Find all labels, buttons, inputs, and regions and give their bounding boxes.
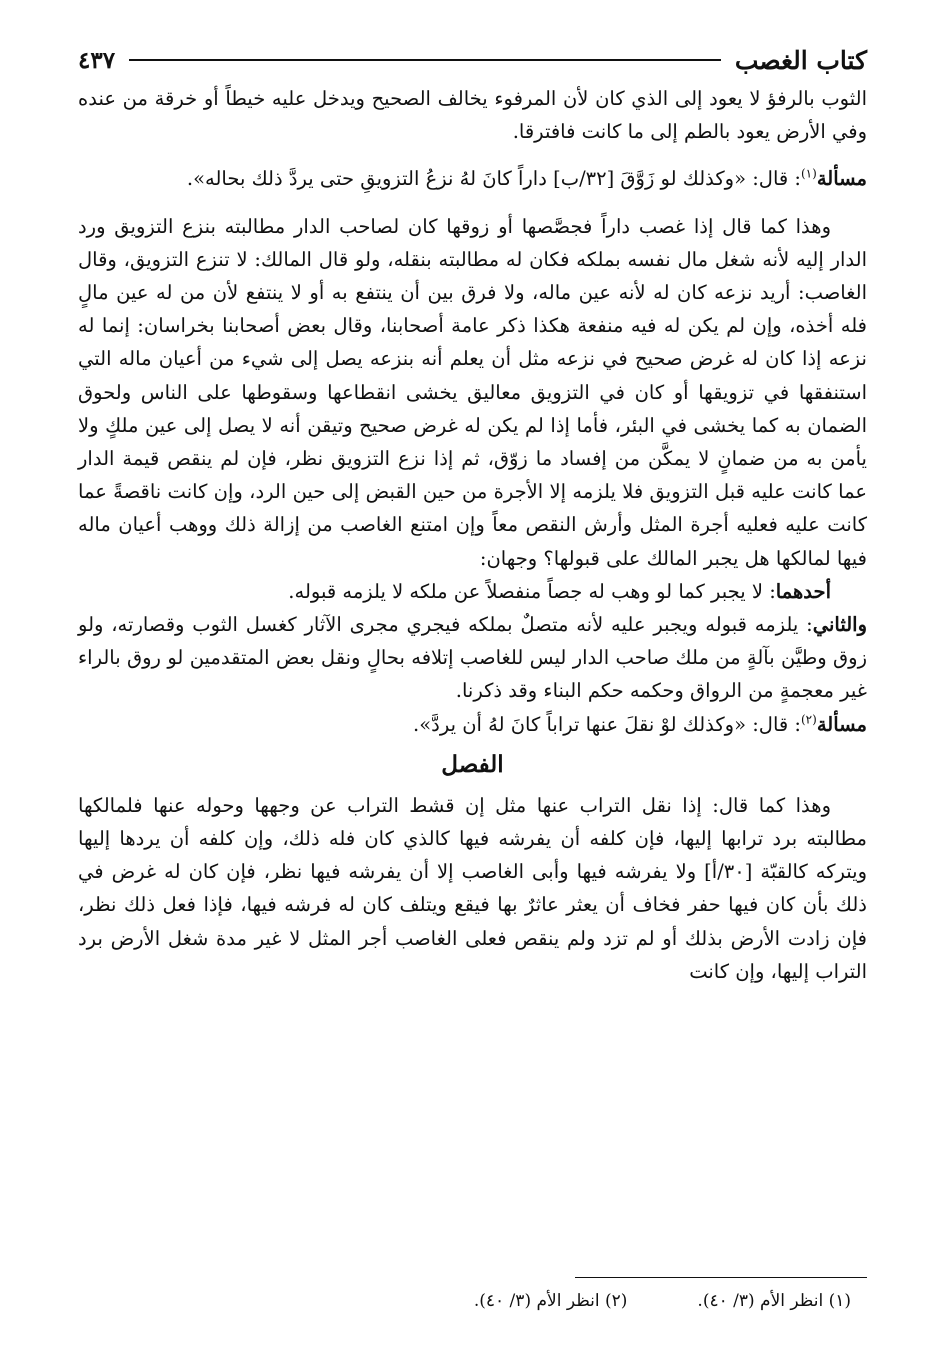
paragraph-1: الثوب بالرفؤ لا يعود إلى الذي كان لأن المرفوء يخالف الصحيح ويدخل عليه خيطاً أو خرقة من عنده وفي الأرض يعود بالطم إلى ما كانت فافترقا. — [78, 87, 867, 144]
masala-label: مسألة — [816, 712, 867, 736]
footnotes — [474, 1291, 851, 1311]
section-heading: الفصل — [441, 750, 504, 778]
paragraph-3: وهذا كما قال: إذا نقل التراب عنها مثل إن قشط التراب عن وجهها وحوله عنها فلمالكها مطالبته برد ترابها إليها، فإن كلفه أن يفرشه فيها كالذي كان فله ذلك، وإن كلفه أن يردها إليها ويتركه كالقبّة [٣٠/أ] ولا يفرشه فيها وأبى الغاصب إلا أن يفرشه فيها نظر، فإن كان له غرض في ذلك بأن كان فيها حفر فخاف أن يعثر عاثرٌ بها فيقع ويتلف كان له فرشه فيها، فإذا فعل ذلك نظر، فإن زادت الأرض بذلك أو لم تزد ولم ينقص فعلى الغاصب أجر المثل لا غير مدة شغل الأرض برد التراب إليها، وإن كانت — [78, 793, 867, 983]
wajh-2 — [78, 608, 867, 708]
masala-text: : قال: «وكذلك لو زَوَّقَ [٣٢/ب] داراً كانَ لهُ نزعُ التزويقِ حتى يردَّ ذلك بحاله». — [186, 167, 801, 191]
wajh-label: والثاني — [812, 613, 867, 637]
footnote-2: (٢) انظر الأم (٣/ ٤٠). — [473, 1291, 628, 1311]
footnote-1: (١) انظر الأم (٣/ ٤٠). — [697, 1291, 851, 1311]
wajh-label: أحدهما — [775, 579, 831, 603]
page-number: ٤٣٧ — [78, 46, 116, 74]
footnote-rule — [575, 1277, 867, 1278]
spacer — [78, 148, 867, 162]
masala-1 — [78, 162, 867, 195]
header-rule — [129, 59, 721, 61]
wajh-text: : لا يجبر كما لو وهب له جصاً منفصلاً عن ملكه لا يلزمه قبوله. — [288, 579, 776, 603]
paragraph-2: وهذا كما قال إذا غصب داراً فجصَّصها أو زوقها كان لصاحب الدار مطالبته بنزع التزويق ورد الدار إليه لأنه شغل مال نفسه بملكه فكان له مطالبته بنقله، ولو قال المالك: لا تنزع التزويق، وقال الغاصب: أريد نزعه كان له لأنه عين ماله، ولا فرق بين أن ينتفع به أو لا ينتفع لأن من له عين مالٍ فله أخذه، وإن لم يكن له فيه منفعة هكذا ذكر عامة أصحابنا، وقال بعض أصحابنا بخراسان: إنما له نزعه إذا كان له غرض صحيح في نزعه مثل أن يعلم أنه بنزعه يصل إلى شيء من أعيان ماله التي استنفقها في تزويقها أو كان في التزويق معاليق يخشى انقطاعها وسقوطها على الناس ولحوق الضمان به كما يخشى في البئر، فأما إذا لم يكن له غرض صحيح وتيقن أنه لا يصل إلى عين ملكٍ ولا يأمن به من ضمانٍ لا يمكَّن من إفساد ما زوّق، ثم إذا نزع التزويق نظر، فإن لم ينقص قيمة الدار عما كانت عليه قبل التزويق فلا يلزمه إلا الأجرة من حين القبض إلى حين الرد، وإن كانت ناقصةً عما كانت عليه فعليه أجرة المثل وأرش النقص معاً وإن امتنع الغاصب من إزالة ذلك ووهب أعيان ماله فيها لمالكها هل يجبر المالك على قبولها؟ وجهان: — [78, 214, 867, 570]
masala-text: : قال: «وكذلك لوْ نقلَ عنها تراباً كانَ لهُ أن يردَّ». — [413, 712, 801, 736]
masala-2 — [78, 708, 867, 741]
footnote-ref-2: (٢) — [800, 712, 817, 727]
wajh-1 — [78, 575, 867, 608]
page-header — [78, 38, 867, 82]
masala-label: مسألة — [816, 167, 867, 191]
wajh-text: : يلزمه قبوله ويجبر عليه لأنه متصلٌ بملكه فيجري مجرى الآثار كغسل الثوب وقصارته، ولو زوق وطيَّن بآلةٍ من ملك صاحب الدار ليس للغاصب إتلافه بحالٍ ونقل بعض المتقدمين لو روق بالراء غير معجمةٍ من الرواق وحكمه حكم البناء وقد ذكرنا. — [78, 613, 867, 703]
spacer — [78, 196, 867, 210]
chapter-title: كتاب الغصب — [734, 45, 867, 75]
footnote-ref-1: (١) — [800, 166, 817, 181]
main-text — [78, 82, 867, 988]
